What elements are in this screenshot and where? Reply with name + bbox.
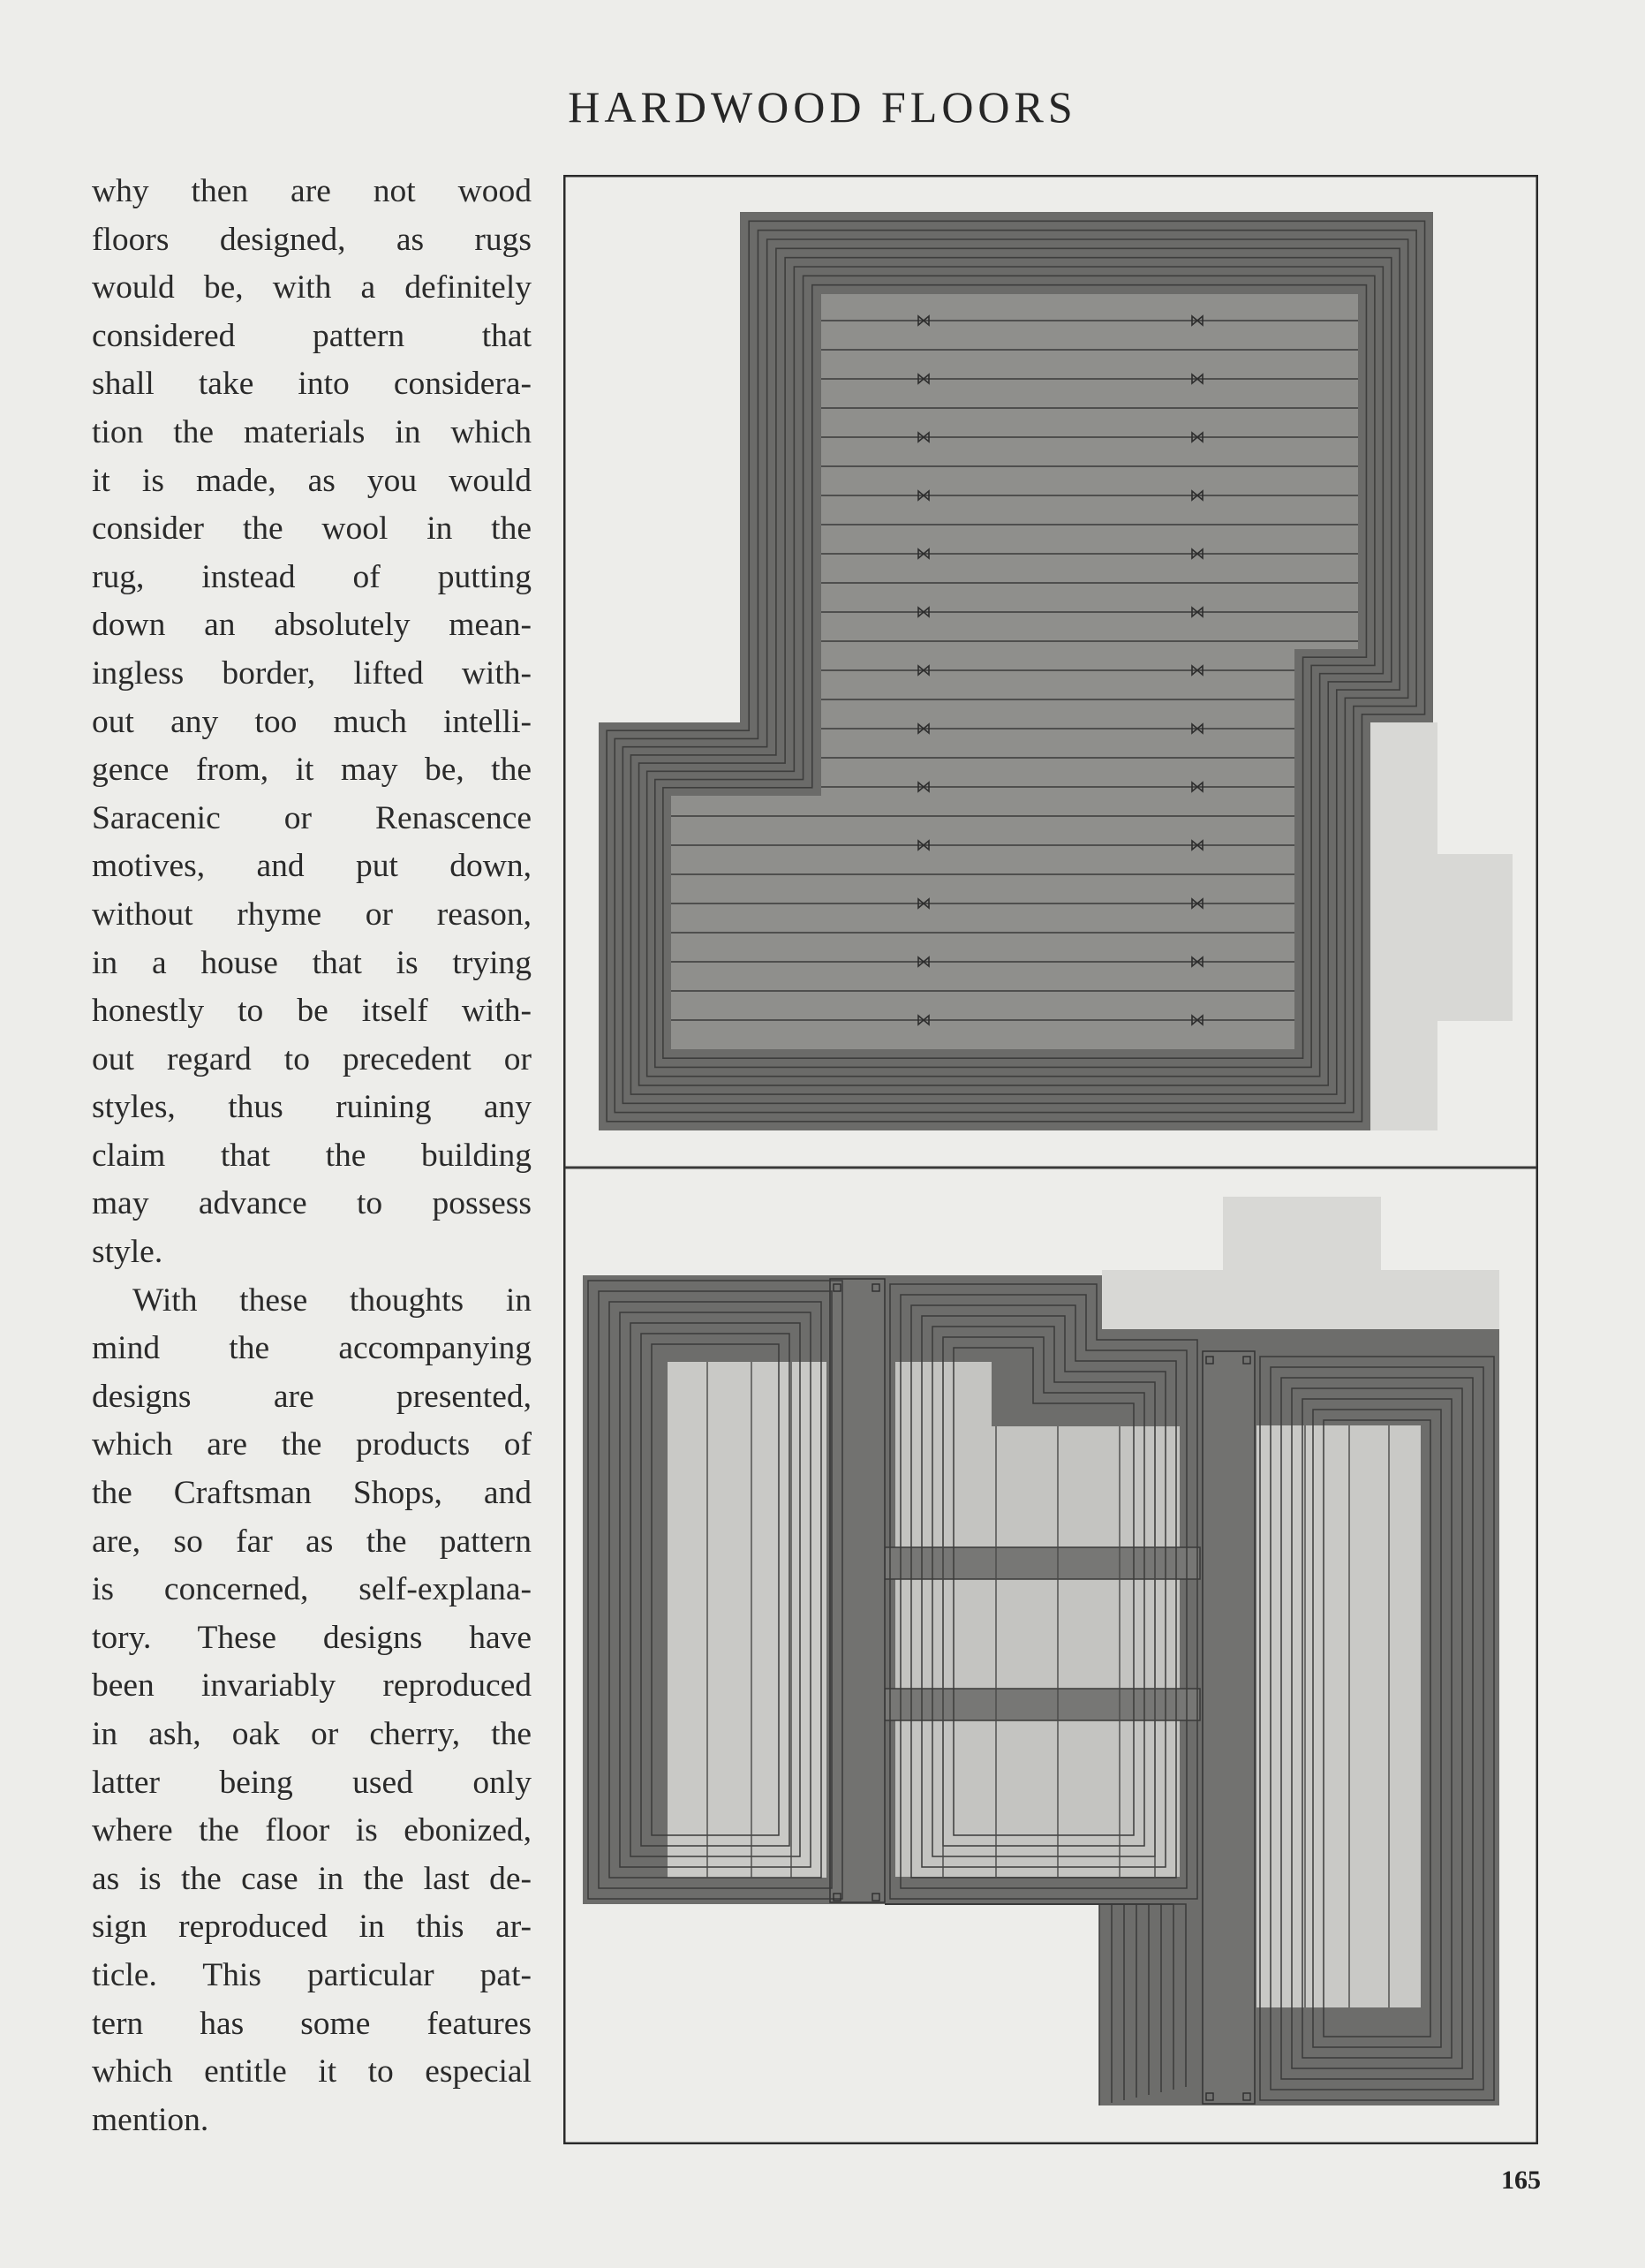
floor-annex-pale-top bbox=[1102, 1197, 1499, 1329]
text-line: styles, thus ruining any bbox=[92, 1089, 532, 1126]
text-line: latter being used only bbox=[92, 1764, 532, 1801]
text-line: ingless border, lifted with- bbox=[92, 654, 532, 692]
step-board bbox=[885, 1904, 1124, 2100]
text-line: Saracenic or Renascence bbox=[92, 799, 532, 836]
text-line: may advance to possess bbox=[92, 1185, 532, 1222]
floor-panel-center bbox=[895, 1362, 1180, 1877]
text-line: which are the products of bbox=[92, 1426, 532, 1463]
text-line: designs are presented, bbox=[92, 1378, 532, 1415]
text-line: mention. bbox=[92, 2101, 209, 2138]
text-line: tion the materials in which bbox=[92, 413, 532, 450]
text-line: why then are not wood bbox=[92, 173, 532, 209]
text-line: shall take into considera- bbox=[92, 366, 532, 403]
text-line: rug, instead of putting bbox=[92, 558, 532, 595]
text-line: floors designed, as rugs bbox=[92, 221, 532, 258]
text-line: out regard to precedent or bbox=[92, 1040, 532, 1077]
running-head: HARDWOOD FLOORS bbox=[568, 82, 1077, 132]
text-line: tory. These designs have bbox=[92, 1619, 532, 1656]
text-line: style. bbox=[92, 1234, 163, 1271]
floor-strip-left bbox=[830, 1279, 885, 1902]
text-line: ticle. This particular pat- bbox=[92, 1956, 532, 1993]
step-board bbox=[885, 1904, 1112, 2103]
floor-strip-right bbox=[1203, 1351, 1255, 2104]
text-line: in a house that is trying bbox=[92, 944, 532, 981]
text-line: consider the wool in the bbox=[92, 510, 532, 548]
step-board bbox=[885, 1904, 1099, 2105]
floor-design-lower bbox=[583, 1197, 1499, 2105]
floor-design-upper bbox=[599, 212, 1513, 1130]
text-line: considered pattern that bbox=[92, 317, 532, 354]
text-line: is concerned, self-explana- bbox=[92, 1571, 532, 1608]
text-line: down an absolutely mean- bbox=[92, 607, 532, 644]
text-line: tern has some features bbox=[92, 2005, 532, 2042]
floor-designs-illustration bbox=[563, 175, 1538, 2144]
body-text-column bbox=[92, 168, 532, 2144]
text-line: motives, and put down, bbox=[92, 848, 532, 885]
text-line: With these thoughts in bbox=[132, 1281, 532, 1319]
text-line: which entitle it to especial bbox=[92, 2053, 532, 2090]
text-line: without rhyme or reason, bbox=[92, 896, 532, 933]
text-line: would be, with a definitely bbox=[92, 269, 532, 306]
floor-designs-figure bbox=[563, 175, 1538, 2144]
text-line: been invariably reproduced bbox=[92, 1667, 532, 1705]
page-number: 165 bbox=[1501, 2166, 1541, 2195]
text-line: claim that the building bbox=[92, 1137, 532, 1174]
text-line: honestly to be itself with- bbox=[92, 993, 532, 1030]
text-line: in ash, oak or cherry, the bbox=[92, 1716, 532, 1752]
floor-panel-left bbox=[668, 1362, 826, 1878]
text-line: mind the accompanying bbox=[92, 1330, 532, 1367]
text-line: as is the case in the last de- bbox=[92, 1860, 532, 1897]
text-line: it is made, as you would bbox=[92, 462, 532, 499]
text-line: out any too much intelli- bbox=[92, 703, 532, 740]
text-line: sign reproduced in this ar- bbox=[92, 1909, 532, 1946]
text-line: gence from, it may be, the bbox=[92, 752, 532, 789]
floor-annex-pale bbox=[1370, 722, 1513, 1130]
text-line: the Craftsman Shops, and bbox=[92, 1475, 532, 1512]
text-line: where the floor is ebonized, bbox=[92, 1812, 532, 1849]
text-line: are, so far as the pattern bbox=[92, 1523, 532, 1560]
